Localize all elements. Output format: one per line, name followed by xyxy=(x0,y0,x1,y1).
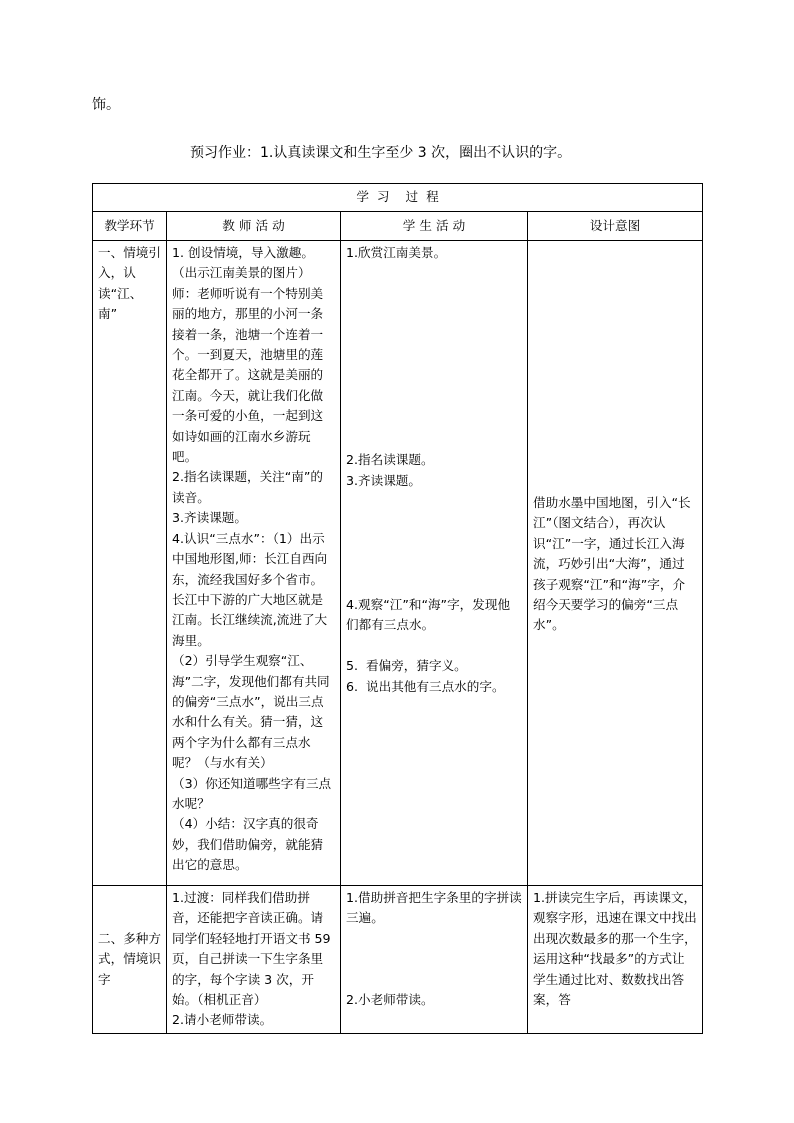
student-cell xyxy=(341,241,528,886)
design-text: 1.拼读完生字后，再读课文，观察字形，迅速在课文中找出出现次数最多的那一个生字，运用这种“找最多”的方式让学生通过比对、数数找出答案，答 xyxy=(533,890,697,1008)
student-item: 1.借助拼音把生字条里的字拼读三遍。 xyxy=(346,890,522,926)
teacher-item: 1.过渡：同样我们借助拼音，还能把字音读正确。请同学们轻轻地打开语文书 59 页，自己拼读一下生字条里的字，每个字读 3 次，开始。（相机正音） xyxy=(172,890,335,1008)
design-cell xyxy=(528,886,703,1034)
table-title-row xyxy=(93,184,703,212)
design-cell xyxy=(528,241,703,886)
student-item: 2.小老师带读。 xyxy=(346,992,434,1007)
student-item: 3.齐读课题。 xyxy=(346,473,421,488)
design-text: 借助水墨中国地图，引入“长江”（图文结合），再次认识“江”一字，通过长江入海流，巧妙引出“大海”，通过孩子观察“江”和“海”字，介绍今天要学习的偏旁“三点水”。 xyxy=(533,495,691,633)
stage-text: 二、多种方式，情境识字 xyxy=(98,930,161,987)
teacher-item: 1. 创设情境，导入激趣。 xyxy=(172,245,314,260)
table-row xyxy=(93,886,703,1034)
stage-cell xyxy=(93,241,167,886)
teacher-item: （2）引导学生观察“江、海”二字，发现他们都有共同的偏旁“三点水”，说出三点水和什么有关。猜一猜，这两个字为什么都有三点水呢？（与水有关） xyxy=(172,653,330,771)
student-item: 5. 看偏旁，猜字义。 xyxy=(346,658,467,673)
teacher-item: 4.认识“三点水”：（1）出示中国地形图,师：长江自西向东，流经我国好多个省市。长江中下游的广大地区就是江南。长江继续流,流进了大海里。 xyxy=(172,530,328,648)
teacher-item: 2.请小老师带读。 xyxy=(172,1012,273,1028)
teacher-item: （4）小结：汉字真的很奇妙，我们借助偏旁，就能猜出它的意思。 xyxy=(172,816,324,873)
lesson-table xyxy=(92,183,703,1034)
header-student: 学 生 活 动 xyxy=(341,212,528,241)
text-fragment: 饰。 xyxy=(92,97,120,113)
teacher-item: （3）你还知道哪些字有三点水呢？ xyxy=(172,775,332,811)
student-item: 1.欣赏江南美景。 xyxy=(346,245,447,260)
student-item: 4.观察“江”和“海”字，发现他们都有三点水。 xyxy=(346,597,511,633)
header-row xyxy=(93,212,703,241)
homework-line: 预习作业：1.认真读课文和生字至少 3 次，圈出不认识的字。 xyxy=(190,145,572,161)
teacher-item: 2.指名读课题，关注“南”的读音。 xyxy=(172,469,324,505)
teacher-item: 3.齐读课题。 xyxy=(172,510,247,526)
stage-text: 一、情境引入，认读“江、南” xyxy=(98,245,161,322)
table-row xyxy=(93,241,703,886)
student-item: 6. 说出其他有三点水的字。 xyxy=(346,679,505,694)
student-item: 2.指名读课题。 xyxy=(346,452,434,467)
stage-cell xyxy=(93,886,167,1034)
teacher-cell xyxy=(167,241,341,886)
table-title: 学 习 过 程 xyxy=(93,184,703,212)
header-design: 设计意图 xyxy=(528,212,703,241)
student-cell xyxy=(341,886,528,1034)
teacher-item: （出示江南美景的图片） xyxy=(172,265,311,281)
header-stage: 教学环节 xyxy=(93,212,167,241)
teacher-item: 师：老师听说有一个特别美丽的地方，那里的小河一条接着一条，池塘一个连着一个。一到夏天，池塘里的莲花全都开了。这就是美丽的江南。今天，就让我们化做一条可爱的小鱼，一起到这如诗如画的江南水乡游玩吧。 xyxy=(172,285,324,465)
header-teacher: 教 师 活 动 xyxy=(167,212,341,241)
teacher-cell xyxy=(167,886,341,1034)
